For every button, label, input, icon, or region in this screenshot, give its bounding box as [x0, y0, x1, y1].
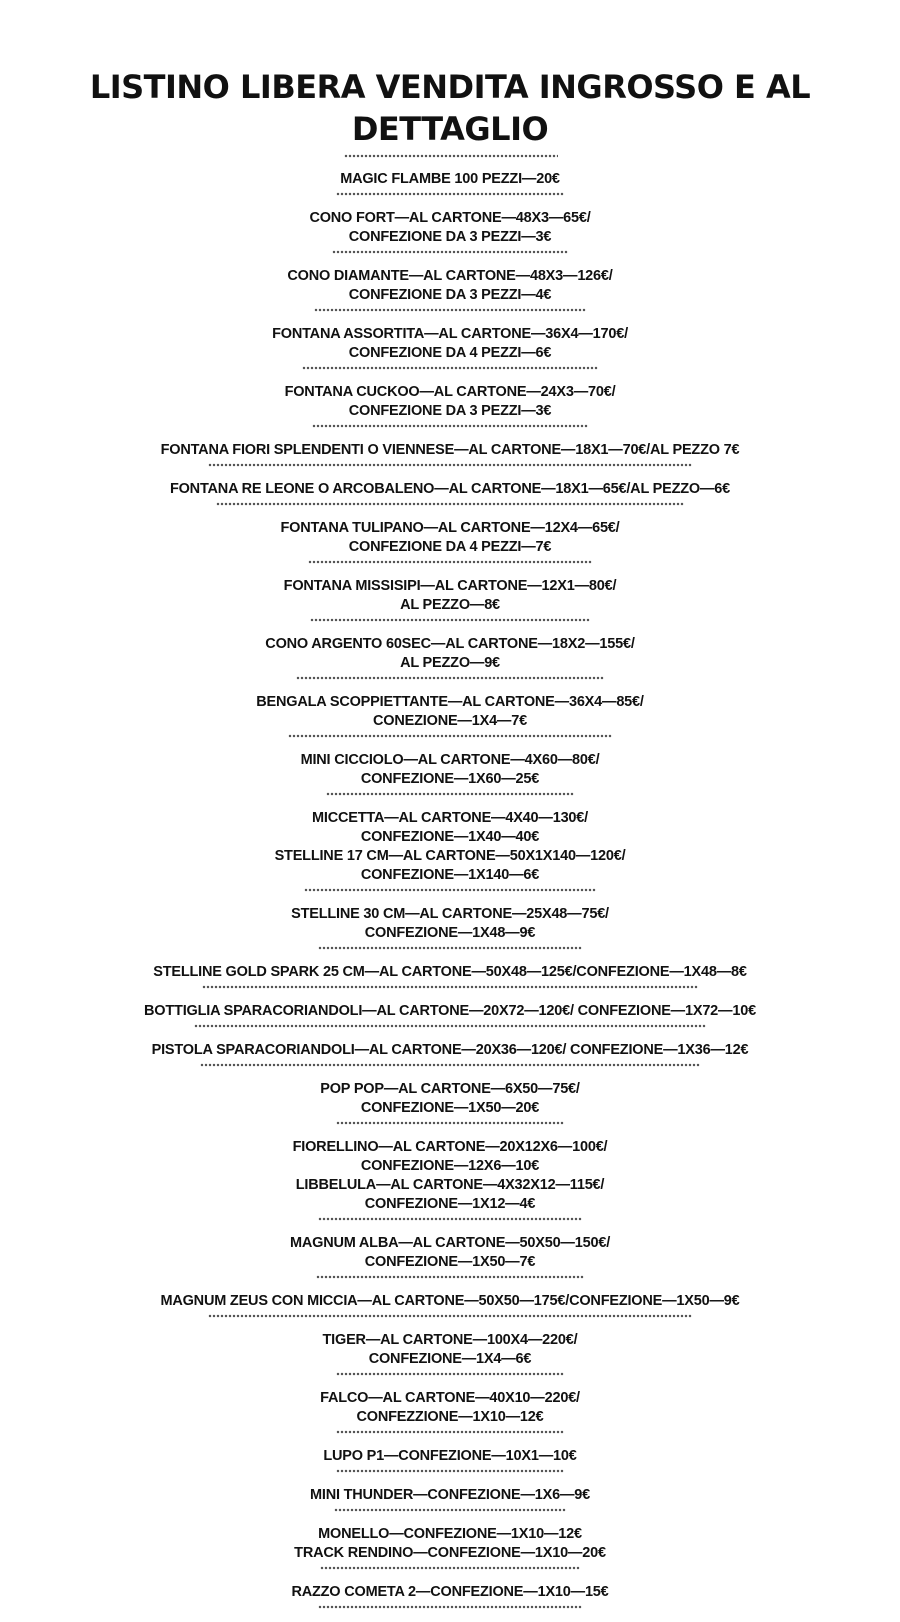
price-entry-line: CONFEZIONE DA 3 PEZZI—3€: [348, 229, 552, 245]
price-entry: [0, 1234, 900, 1279]
price-entry: [0, 635, 900, 680]
price-entry-line: CONFEZIONE—1X12—4€: [364, 1196, 536, 1212]
price-entry-line: MONELLO—CONFEZIONE—1X10—12€: [318, 1526, 582, 1542]
price-entry: [0, 267, 900, 312]
price-entry-line: CONO ARGENTO 60SEC—AL CARTONE—18X2—155€/: [265, 636, 635, 652]
price-entry-line: MINI THUNDER—CONFEZIONE—1X6—9€: [309, 1487, 590, 1503]
dotted-separator: [336, 1469, 564, 1473]
price-entry-line: AL PEZZO—9€: [400, 655, 500, 671]
price-entry-line: MAGIC FLAMBE 100 PEZZI—20€: [340, 171, 560, 187]
price-entry-line: MAGNUM ZEUS CON MICCIA—AL CARTONE—50X50—175€/CONFEZIONE—1X50—9€: [160, 1293, 740, 1309]
dotted-separator: [308, 560, 592, 564]
dotted-separator: [302, 366, 598, 370]
price-entry: [0, 1331, 900, 1376]
dotted-separator: [200, 1063, 700, 1067]
price-entry-line: CONO FORT—AL CARTONE—48X3—65€/: [309, 210, 591, 226]
price-entry: [0, 693, 900, 738]
dotted-separator: [318, 1217, 582, 1221]
price-entry: [0, 751, 900, 796]
price-entry-line: TIGER—AL CARTONE—100X4—220€/: [322, 1332, 578, 1348]
price-entry-line: POP POP—AL CARTONE—6X50—75€/: [320, 1081, 580, 1097]
price-entry-line: CONFEZIONE DA 3 PEZZI—3€: [348, 403, 552, 419]
dotted-separator: [318, 946, 582, 950]
price-entry: [0, 1292, 900, 1318]
price-entry: [0, 809, 900, 892]
price-entry-line: MAGNUM ALBA—AL CARTONE—50X50—150€/: [289, 1235, 611, 1251]
price-entry: [0, 209, 900, 254]
price-list: [0, 170, 900, 1622]
dotted-separator: [296, 676, 604, 680]
dotted-separator: [310, 618, 590, 622]
price-entry-line: FONTANA MISSISIPI—AL CARTONE—12X1—80€/: [283, 578, 617, 594]
dotted-separator: [336, 1372, 564, 1376]
price-entry-line: BENGALA SCOPPIETTANTE—AL CARTONE—36X4—85€/: [256, 694, 644, 710]
price-entry-line: CONFEZZIONE—1X10—12€: [356, 1409, 544, 1425]
price-entry-line: CONO DIAMANTE—AL CARTONE—48X3—126€/: [287, 268, 613, 284]
price-entry-line: LUPO P1—CONFEZIONE—10X1—10€: [323, 1448, 577, 1464]
price-entry-line: CONFEZIONE DA 3 PEZZI—4€: [348, 287, 552, 303]
price-entry-line: PISTOLA SPARACORIANDOLI—AL CARTONE—20X36—120€/ CONFEZIONE—1X36—12€: [151, 1042, 749, 1058]
price-entry-line: MINI CICCIOLO—AL CARTONE—4X60—80€/: [300, 752, 600, 768]
price-entry-line: FONTANA TULIPANO—AL CARTONE—12X4—65€/: [280, 520, 620, 536]
price-entry-line: MICCETTA—AL CARTONE—4X40—130€/: [311, 810, 588, 826]
price-entry-line: FONTANA ASSORTITA—AL CARTONE—36X4—170€/: [272, 326, 628, 342]
price-entry-line: FALCO—AL CARTONE—40X10—220€/: [320, 1390, 580, 1406]
dotted-separator: [216, 502, 684, 506]
dotted-separator: [334, 1508, 566, 1512]
dotted-separator: [312, 424, 588, 428]
price-entry-line: CONFEZIONE DA 4 PEZZI—7€: [348, 539, 552, 555]
price-entry: [0, 1002, 900, 1028]
dotted-separator: [208, 463, 692, 467]
price-entry-line: FONTANA RE LEONE O ARCOBALENO—AL CARTONE—18X1—65€/AL PEZZO—6€: [169, 481, 731, 497]
dotted-separator: [336, 1430, 564, 1434]
dotted-separator: [332, 250, 568, 254]
price-entry-line: FIORELLINO—AL CARTONE—20X12X6—100€/: [292, 1139, 608, 1155]
price-entry: [0, 1041, 900, 1067]
dotted-separator: [202, 985, 698, 989]
price-entry: [0, 325, 900, 370]
dotted-separator: [316, 1275, 584, 1279]
price-entry-line: AL PEZZO—8€: [400, 597, 500, 613]
price-entry: [0, 577, 900, 622]
price-entry-line: CONFEZIONE DA 4 PEZZI—6€: [348, 345, 552, 361]
price-entry-line: STELLINE 17 CM—AL CARTONE—50X1X140—120€/: [274, 848, 626, 864]
price-entry: [0, 1583, 900, 1609]
price-entry: [0, 1447, 900, 1473]
dotted-separator: [208, 1314, 692, 1318]
price-entry-line: TRACK RENDINO—CONFEZIONE—1X10—20€: [294, 1545, 606, 1561]
price-entry-line: CONFEZIONE—1X48—9€: [364, 925, 536, 941]
price-entry-line: FONTANA CUCKOO—AL CARTONE—24X3—70€/: [284, 384, 616, 400]
price-entry-line: CONFEZIONE—1X50—20€: [360, 1100, 540, 1116]
dotted-separator: [304, 888, 596, 892]
price-entry: [0, 1389, 900, 1434]
dotted-separator: [318, 1605, 582, 1609]
price-entry: [0, 1138, 900, 1221]
dotted-separator: [336, 192, 564, 196]
price-entry: [0, 383, 900, 428]
price-entry-line: STELLINE 30 CM—AL CARTONE—25X48—75€/: [291, 906, 609, 922]
price-entry-line: CONFEZIONE—1X40—40€: [360, 829, 540, 845]
price-entry-line: CONFEZIONE—1X60—25€: [360, 771, 540, 787]
price-entry-line: CONEZIONE—1X4—7€: [373, 713, 527, 729]
price-entry-line: LIBBELULA—AL CARTONE—4X32X12—115€/: [295, 1177, 605, 1193]
price-entry-line: CONFEZIONE—1X140—6€: [360, 867, 540, 883]
price-entry-line: CONFEZIONE—1X4—6€: [368, 1351, 532, 1367]
dotted-separator: [314, 308, 586, 312]
price-entry: [0, 905, 900, 950]
dotted-separator: [320, 1566, 580, 1570]
price-entry: [0, 963, 900, 989]
price-entry: [0, 480, 900, 506]
price-entry: [0, 1080, 900, 1125]
dotted-separator: [326, 792, 574, 796]
price-entry: [0, 170, 900, 196]
price-entry: [0, 441, 900, 467]
dotted-separator: [336, 1121, 564, 1125]
price-entry: [0, 1525, 900, 1570]
title-dotted-separator: [344, 154, 558, 158]
page-title: LISTINO LIBERA VENDITA INGROSSO E AL DETTAGLIO: [89, 68, 811, 148]
price-entry: [0, 519, 900, 564]
dotted-separator: [194, 1024, 706, 1028]
price-entry-line: CONFEZIONE—1X50—7€: [364, 1254, 536, 1270]
price-entry-line: RAZZO COMETA 2—CONFEZIONE—1X10—15€: [291, 1584, 609, 1600]
price-entry-line: CONFEZIONE—12X6—10€: [360, 1158, 540, 1174]
price-entry-line: STELLINE GOLD SPARK 25 CM—AL CARTONE—50X48—125€/CONFEZIONE—1X48—8€: [153, 964, 747, 980]
price-entry-line: FONTANA FIORI SPLENDENTI O VIENNESE—AL CARTONE—18X1—70€/AL PEZZO 7€: [160, 442, 740, 458]
price-entry: [0, 1486, 900, 1512]
dotted-separator: [288, 734, 612, 738]
price-entry-line: BOTTIGLIA SPARACORIANDOLI—AL CARTONE—20X72—120€/ CONFEZIONE—1X72—10€: [144, 1003, 756, 1019]
